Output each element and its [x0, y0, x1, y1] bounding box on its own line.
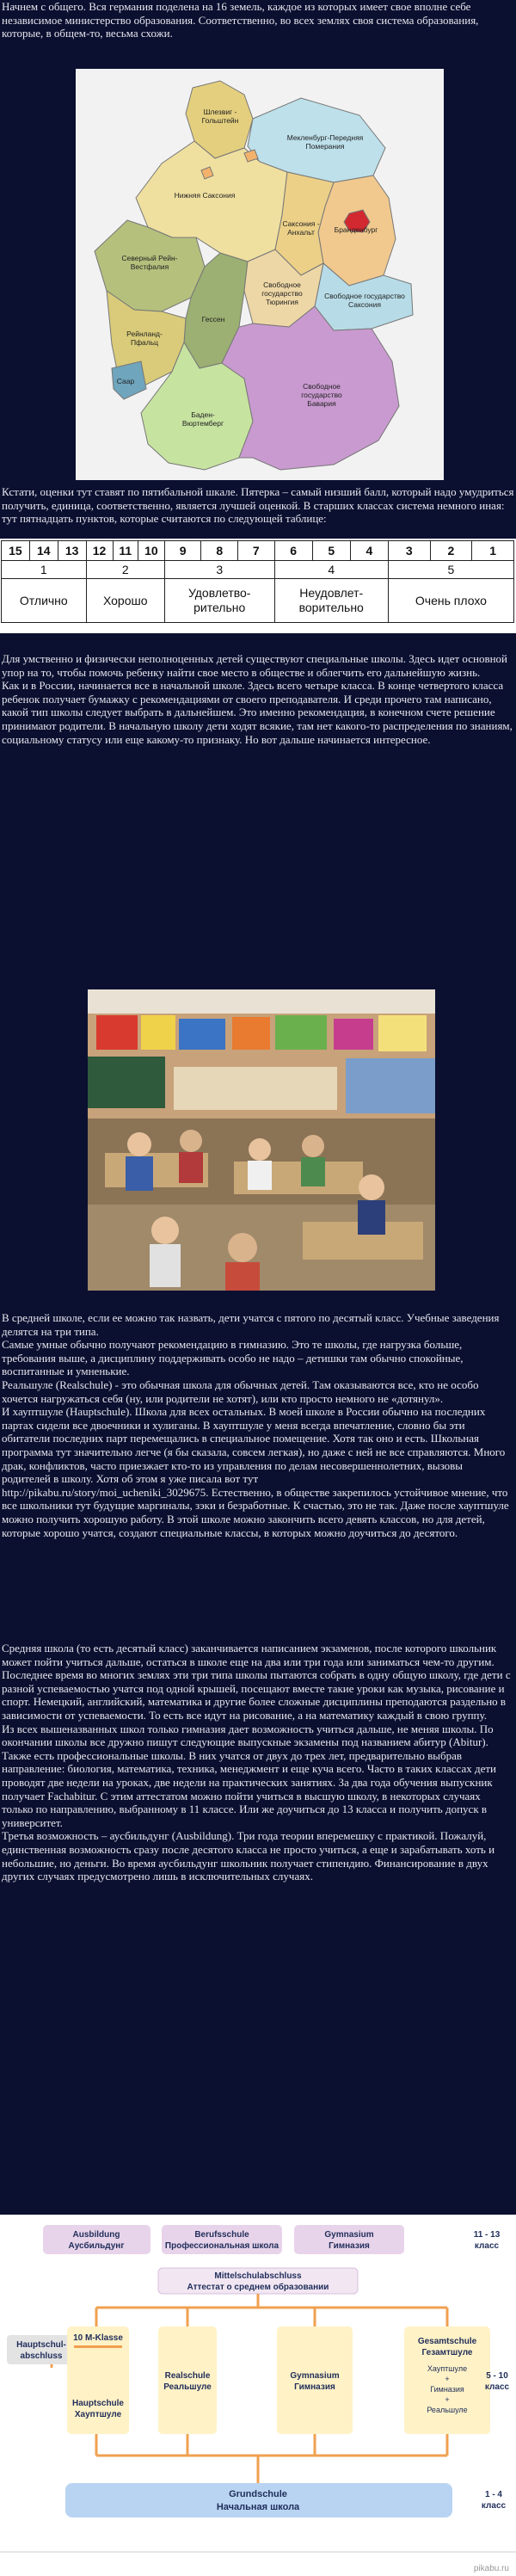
grade-word-cell	[86, 579, 164, 623]
berufsschule-title: Berufsschule	[194, 2230, 249, 2240]
grade-cell: 4	[274, 561, 388, 579]
points-cell: 2	[430, 541, 472, 561]
grades-table	[1, 540, 514, 623]
points-cell: 12	[86, 541, 113, 561]
secondary-school-text	[0, 1311, 516, 1539]
grade-cell: 1	[2, 561, 87, 579]
hauptschule-title: Hauptschule	[71, 2399, 125, 2408]
school-system-diagram	[0, 2215, 516, 2564]
points-cell: 9	[164, 541, 201, 561]
grade-word-line2: ворительно	[298, 601, 364, 614]
grade-word-line1: Удовлетво-	[187, 586, 251, 600]
points-cell: 14	[29, 541, 58, 561]
grades-1-4-class: класс	[481, 2501, 507, 2511]
grade-word-line1: Хорошо	[102, 593, 148, 607]
intro-paragraph: Начнем с общего. Вся германия поделена на 16 земель, каждое из которых имеет свое вполне себе независимое министерство образования. Соответственно, во всех землях своя система образования, которые, в общем-то, весьма схожи.	[2, 0, 479, 40]
grades-intro-paragraph: Кстати, оценки тут ставят по пятибальной шкале. Пятерка – самый низший балл, который надо умудриться получить, единица, соответственно, является лучшей оценкой. В старших классах система немного иная: тут пятнадцать пунктов, которые считаются по следующей таблице:	[2, 485, 514, 526]
intro-text	[0, 0, 516, 40]
gesamtschule-item-3: Гимназия	[430, 2385, 464, 2394]
primary-paragraph-2: Как и в России, начинается все в начальной школе. Здесь всего четыре класса. В конце четвертого класса ребенок получает бумажку с рекомендациями от своего преподавателя. И среди прочего там написано, какой тип школы следует выбрать в дальнейшем. Это именно рекомендация, в конечном счете решение принимают родители. В начальную школу дети ходят всякие, там нет какого-то распределения по знаниям, социальному статусу или еще какому-то признаку. Но вот дальше начинается интересное.	[2, 679, 513, 746]
mittel-title: Mittelschulabschluss	[214, 2271, 302, 2281]
grundschule-title: Grundschule	[229, 2489, 287, 2499]
gesamtschule-item-4: +	[445, 2395, 450, 2404]
grade-word-cell	[2, 579, 87, 623]
haupt-abschluss-line2: abschluss	[20, 2351, 63, 2361]
graduation-paragraph-1: Средняя школа (то есть десятый класс) заканчивается написанием экзаменов, после которого школьник может пойти учиться дальше, остаться в школе еще на два или три года или заниматься чем-то другим.	[2, 1642, 497, 1668]
secondary-paragraph-2: Самые умные обычно получают рекомендацию в гимназию. Это те школы, где нагрузка больше, требования выше, а дисциплину поддерживать особо не надо – детишки там обычно спокойные, воспитанные и умненькие.	[2, 1338, 464, 1378]
state-label: Баден-	[191, 410, 215, 419]
grade-word-line2: рительно	[194, 601, 246, 614]
grades-intro-text	[0, 485, 516, 526]
points-cell: 6	[274, 541, 312, 561]
state-label: Вестфалия	[130, 262, 169, 271]
state-label: Свободное	[303, 382, 341, 391]
points-cell: 3	[388, 541, 430, 561]
ausbildung-subtitle: Аусбильдунг	[68, 2241, 125, 2251]
state-label: Бавария	[307, 399, 336, 408]
grade-word-cell	[274, 579, 388, 623]
hauptschule-subtitle: Хауптшуле	[74, 2410, 122, 2419]
points-cell: 15	[2, 541, 30, 561]
gymnasium-subtitle: Гимназия	[294, 2382, 335, 2392]
gymnasium-title: Gymnasium	[290, 2371, 340, 2381]
state-label: Нижняя Саксония	[174, 191, 236, 200]
mittel-subtitle: Аттестат о среднем образовании	[187, 2283, 329, 2292]
gymnasium-top-title: Gymnasium	[324, 2230, 374, 2240]
gesamtschule-title: Gesamtschule	[417, 2337, 477, 2346]
state-label: Свободное государство	[324, 292, 405, 300]
state-label: государство	[301, 391, 342, 399]
state-label: Северный Рейн-	[121, 254, 178, 262]
state-label: Бранденбург	[334, 225, 378, 234]
points-cell: 7	[237, 541, 274, 561]
state-label: Шлезвиг -	[203, 108, 237, 116]
graduation-paragraph-4: Также есть профессиональные школы. В них учатся от двух до трех лет, предварительно выбрав направление: биология, математика, техника, менеджмент и еще куча всего. Часто в таких классах дети проводят две недели на уроках, две недели на практических занятиях. За два года обучения выпускник получает Fachabitur. С этим аттестатом можно пойти учиться в высшую школу, в некоторых случаях только по направлению, выбранному в 11 классе. Или же доучиться до 13 класса и получить допуск в университет.	[2, 1748, 496, 1829]
grade-cell: 5	[388, 561, 513, 579]
grundschule-subtitle: Начальная школа	[216, 2502, 300, 2512]
secondary-paragraph-3: Реальшуле (Realschule) - это обычная школа для обычных детей. Там оказываются все, кто не особо хочется нагружаться себя (ну, или родители не хотят), или кто просто немного не «дотянул».	[2, 1377, 479, 1405]
points-row	[2, 541, 514, 561]
footer	[0, 2564, 516, 2576]
grade-word-line1: Неудовлет-	[299, 586, 364, 600]
grade-word-line1: Очень плохо	[415, 593, 487, 607]
m10-label: 10 M-Klasse	[73, 2333, 123, 2343]
points-cell: 5	[312, 541, 350, 561]
grade-cell: 3	[164, 561, 274, 579]
grades-5-10-label: 5 - 10	[486, 2371, 508, 2381]
haupt-abschluss-line1: Hauptschul-	[16, 2340, 66, 2350]
gesamtschule-item-5: Реальшуле	[427, 2406, 468, 2414]
state-label: Саксония -	[282, 219, 320, 228]
state-label: Анхальт	[287, 228, 315, 237]
graduation-text	[0, 1642, 516, 1883]
primary-paragraph-1: Для умственно и физически неполноценных детей существуют специальные школы. Здесь идет основной упор на то, чтобы помочь ребенку найти свое место в обществе и облегчить его дальнейшую жизнь.	[2, 652, 507, 679]
school-system-svg	[0, 2215, 516, 2564]
points-cell: 4	[350, 541, 388, 561]
grades-row	[2, 561, 514, 579]
grundschule-box	[65, 2483, 452, 2517]
gymnasium-top-subtitle: Гимназия	[329, 2241, 370, 2251]
graduation-paragraph-2: Последнее время во многих землях эти три типа школы пытаются собрать в одну общую школу, где дети с разной успеваемостью учатся под одной крышей, посещают вместе такие уроки как музыка, рисование и спорт. Немецкий, английский, математика и другие более сложные дисциплины преподаются раздельно в зависимости от успеваемости. То есть все идут на рисование, а на математику каждый в свою группу.	[2, 1668, 511, 1722]
points-cell: 11	[113, 541, 138, 561]
gesamtschule-subtitle: Гезамтшуле	[421, 2348, 473, 2357]
state-label: Саар	[116, 377, 135, 385]
gesamtschule-item-2: +	[445, 2375, 450, 2383]
primary-school-text	[0, 652, 516, 746]
graduation-paragraph-5: Третья возможность – аусбильдунг (Ausbildung). Три года теории вперемешку с практикой. Пожалуй, единственная возможность сразу после десятого класса не просто учиться, а еще и зарабатывать хоть и небольшие, но деньги. Во время аусбильдунг школьник получает стипендию. Финансирование в двух других случаях предусмотрено лишь в исключительных случаях.	[2, 1829, 495, 1883]
state-label: Гольштейн	[201, 116, 239, 125]
grades-1-4-label: 1 - 4	[484, 2490, 503, 2499]
grades-table-block	[0, 539, 516, 633]
points-cell: 13	[58, 541, 86, 561]
state-label: Вюртемберг	[181, 419, 224, 428]
grades-11-13-class: класс	[474, 2241, 500, 2251]
graduation-paragraph-3: Из всех вышеназванных школ только гимназия дает возможность учиться дальше, не меняя школы. По окончании школы все дружно пишут следующие выпускные экзамены под названием абитур (Abitur).	[2, 1722, 494, 1749]
grades-5-10-class: класс	[484, 2382, 510, 2392]
grade-word-cell	[388, 579, 513, 623]
gesamtschule-item-1: Хауптшуле	[427, 2364, 468, 2373]
points-cell: 8	[201, 541, 238, 561]
state-label: государство	[261, 289, 303, 298]
watermark: pikabu.ru	[473, 2564, 509, 2573]
secondary-paragraph-1: В средней школе, если ее можно так назвать, дети учатся с пятого по десятый класс. Учебные заведения делятся на три типа.	[2, 1311, 500, 1338]
grade-words-row	[2, 579, 514, 623]
classroom-photo	[88, 989, 435, 1291]
berufsschule-subtitle: Профессиональная школа	[164, 2241, 280, 2251]
state-label: Тюрингия	[266, 298, 298, 306]
state-label: Гессен	[201, 315, 225, 324]
points-cell: 1	[472, 541, 514, 561]
state-label: Мекленбург-Передняя	[286, 133, 364, 142]
grades-11-13-label: 11 - 13	[473, 2230, 501, 2240]
classroom-photo-svg	[88, 989, 435, 1291]
grade-word-line1: Отлично	[19, 593, 68, 607]
grade-cell: 2	[86, 561, 164, 579]
germany-states-map	[76, 69, 444, 480]
points-cell: 10	[138, 541, 164, 561]
state-label: Саксония	[348, 300, 381, 309]
state-label: Померания	[305, 142, 345, 151]
map-svg	[76, 69, 444, 480]
realschule-title: Realschule	[164, 2371, 211, 2381]
secondary-paragraph-4: И хауптшуле (Hauptschule). Школа для всех остальных. В моей школе в России обычно на последних партах сидели все двоечники и хулиганы. В хауптшуле у меня всегда впечатление, словно бы эти обитатели последних парт перемещались в специальное помещение. Хотя так оно и есть. Школьная программа тут значительно легче (я бы сказала, совсем легкая), но даже с ней не все справляются. Много драк, конфликтов, часто приезжает кто-то из управления по делам несовершеннолетних, вызовы родителей в школу. Хотя об этом я уже писала вот тут	[2, 1405, 506, 1486]
state-label: Свободное	[263, 280, 301, 289]
realschule-subtitle: Реальшуле	[163, 2382, 212, 2392]
grade-word-cell	[164, 579, 274, 623]
state-label: Рейнланд-	[126, 330, 163, 338]
ausbildung-title: Ausbildung	[72, 2230, 120, 2240]
state-label: Пфальц	[130, 338, 159, 347]
secondary-paragraph-5: http://pikabu.ru/story/moi_ucheniki_3029675. Естественно, в обществе закрепилось устойчивое мнение, что все школьники тут будущие маргиналы, зэки и безработные. К счастью, это не так. Даже после хауптшуле можно получить хорошую работу. В этой школе можно закончить всего девять классов, но для детей, которые хорошо учатся, создают специальные классы, в которых можно доучиться до десятого.	[2, 1485, 509, 1539]
